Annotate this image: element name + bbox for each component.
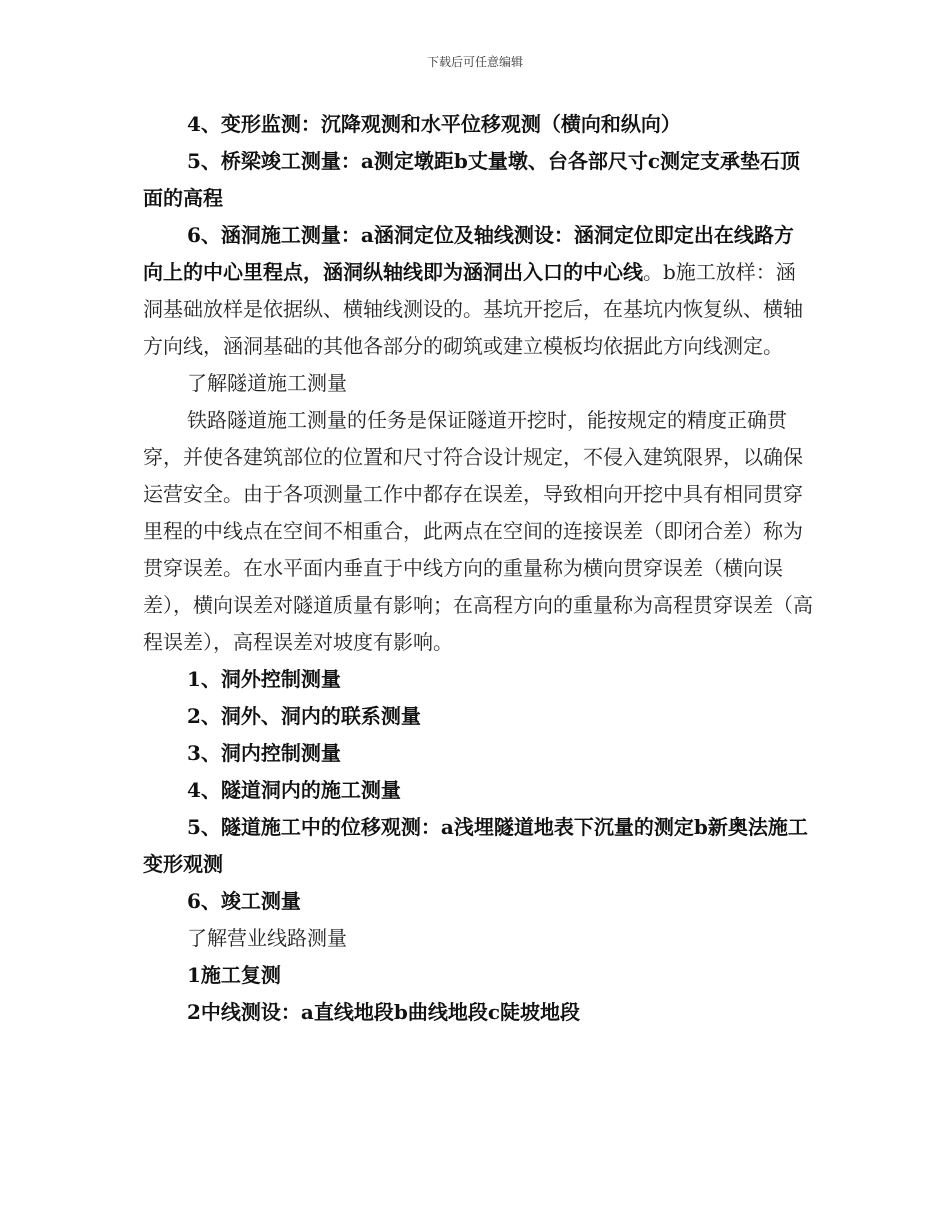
paragraph-bridge-completion-survey: 5、桥梁竣工测量：a测定墩距b丈量墩、台各部尺寸c测定支承垫石顶面的高程: [143, 149, 801, 210]
list-item-outer-control: 1、洞外控制测量: [187, 667, 341, 691]
paragraph-culvert-survey: 6、涵洞施工测量：a涵洞定位及轴线测设：涵洞定位即定出在线路方向上的中心里程点，涵洞纵轴线即为涵洞出入口的中心线。b施工放样：涵洞基础放样是依据纵、横轴线测设的。基坑开挖后，在基坑内恢复纵、横轴方向线，涵洞基础的其他各部分的砌筑或建立模板均依据此方向线测定。: [143, 223, 803, 358]
list-item-construction-recheck: 1施工复测: [187, 963, 281, 987]
document-body: [143, 106, 813, 1031]
list-item-completion-survey: 6、竣工测量: [187, 889, 301, 913]
list-item-inner-control: 3、洞内控制测量: [187, 741, 341, 765]
list-item-tunnel-construction: 4、隧道洞内的施工测量: [187, 778, 401, 802]
page-header: 下载后可任意编辑: [426, 55, 523, 69]
paragraph-tunnel-survey-task: 铁路隧道施工测量的任务是保证隧道开挖时，能按规定的精度正确贯穿，并使各建筑部位的位置和尺寸符合设计规定，不侵入建筑限界，以确保运营安全。由于各项测量工作中都存在误差，导致相向开挖中具有相同贯穿里程的中线点在空间不相重合，此两点在空间的连接误差（即闭合差）称为贯穿误差。在水平面内垂直于中线方向的重量称为横向贯穿误差（横向误差），横向误差对隧道质量有影响；在高程方向的重量称为高程贯穿误差（高程误差），高程误差对坡度有影响。: [143, 408, 813, 654]
list-item-displacement-observation: 5、隧道施工中的位移观测：a浅埋隧道地表下沉量的测定b新奥法施工变形观测: [143, 815, 808, 876]
list-item-connection-survey: 2、洞外、洞内的联系测量: [187, 704, 421, 728]
section-heading-tunnel-survey: 了解隧道施工测量: [187, 371, 347, 395]
list-item-centerline-setting: 2中线测设：a直线地段b曲线地段c陡坡地段: [187, 1000, 581, 1024]
section-heading-operating-line: 了解营业线路测量: [187, 926, 347, 950]
paragraph-deformation-monitoring: 4、变形监测：沉降观测和水平位移观测（横向和纵向）: [187, 112, 681, 136]
